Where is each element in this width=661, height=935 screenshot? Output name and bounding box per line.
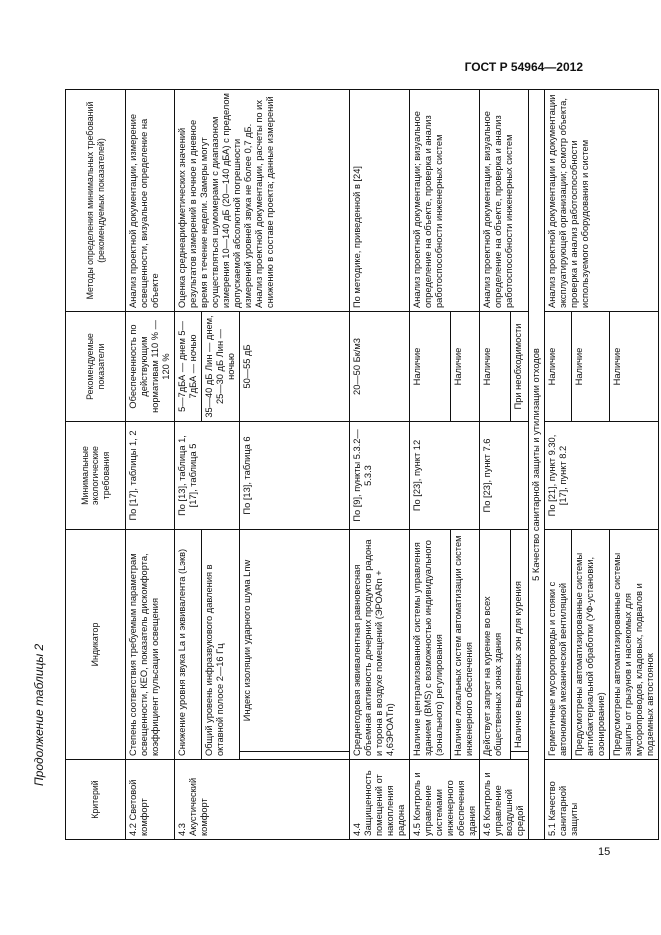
section-row (529, 90, 545, 840)
criterion-cell: 4.5 Контроль и управление системами инженерного обеспечения здания (409, 760, 480, 840)
table-row (174, 90, 201, 840)
section-heading: 5 Качество санитарной защиты и утилизации отходов (529, 90, 545, 840)
criterion-cell: 4.4 Защищенность помещений от накопления радона (349, 760, 409, 840)
indicator-cell: Общий уровень инфразвукового давления в октавной полосе 2—16 Гц (201, 530, 239, 760)
recommended-cell: Наличие (545, 312, 572, 422)
recommended-cell: Наличие (572, 312, 610, 422)
indicator-cell: Наличие централизованной системы управления зданием (BMS) с возможностью индивидуального (зонального) регулирования (409, 530, 451, 760)
recommended-cell: Наличие (610, 312, 659, 422)
indicator-cell: Индекс изоляции ударного шума Lnw (239, 530, 349, 752)
column-header-recommended: Рекомендуемые показатели (66, 312, 126, 422)
requirements-cell: По [17], таблицы 1, 2 (126, 422, 175, 530)
table-row (480, 90, 511, 840)
indent-marker (511, 752, 529, 760)
indicator-cell: Степень соответствия требуемым параметрам освещенности, КЕО, показатель дискомфорта, коэффициент пульсации освещения (126, 530, 175, 760)
indicator-cell: Предусмотрены автоматизированные системы защиты от грызунов и насекомых для мусоропроводов, кладовых, подвалов и подземных автостоянок (610, 530, 659, 760)
indicator-cell: Наличие выделенных зон для курения (511, 530, 529, 752)
method-cell: Анализ проектной документации, измерение освещенности, визуальное определение на объекте (126, 90, 175, 312)
table-caption: Продолжение таблицы 2 (32, 643, 46, 786)
recommended-cell: Наличие (480, 312, 511, 422)
indicator-cell: Герметичные мусоропроводы и стояки с автономной механической вентиляцией (545, 530, 572, 760)
indicator-cell: Предусмотрены автоматизированные системы антибактериальной обработки (УФ-установки, озонирование) (572, 530, 610, 760)
recommended-cell: 50—55 дБ (239, 312, 349, 422)
indicator-cell: Среднегодовая эквивалентная равновесная объемная активность дочерних продуктов радона и торона в воздухе помещений (ЭРОАRn + 4,6ЭРОАTn) (349, 530, 409, 760)
table-row (545, 90, 572, 840)
criterion-cell: 5.1 Качество санитарной защиты (545, 760, 659, 840)
requirements-cell: По [23], пункт 12 (409, 422, 480, 530)
document-header: ГОСТ Р 54964—2012 (464, 60, 583, 74)
method-cell: Анализ проектной документации и документации эксплуатирующей организации; осмотр объекта, проверка и анализ работоспособности используемого оборудования и систем (545, 90, 659, 312)
criterion-cell: 4.6 Контроль и управление воздушной средой (480, 760, 529, 840)
method-cell: По методике, приведенной в [24] (349, 90, 409, 312)
method-cell: Анализ проектной документации; визуальное определение на объекте, проверка и анализ работоспособности инженерных систем (409, 90, 480, 312)
recommended-cell: 35—40 дБ Лин — днем, 25—30 дБ Лин — ночью (201, 312, 239, 422)
indicator-cell: Наличие локальных систем автоматизации систем инженерного обеспечения (451, 530, 480, 760)
indent-marker (239, 752, 349, 760)
recommended-cell: 20—50 Бк/м3 (349, 312, 409, 422)
recommended-cell: Обеспеченность по действующим нормативам 110 % — 120 % (126, 312, 175, 422)
column-header-indicator: Индикатор (66, 530, 126, 760)
recommended-cell: Наличие (409, 312, 451, 422)
table-row (409, 90, 451, 840)
recommended-cell: 5—7дБА — днем 5—7дБА — ночью (174, 312, 201, 422)
requirements-cell: По [13], таблица 6 (239, 422, 349, 530)
rotated-table-area (65, 90, 656, 840)
indicator-cell: Снижение уровня звука La и эквивалента (Lэкв) (174, 530, 201, 760)
method-cell: Анализ проектной документации, визуальное определение на объекте, проверка и анализ работоспособности инженерных систем (480, 90, 529, 312)
requirements-cell: По [13], таблица 1, [17], таблица 5 (174, 422, 239, 530)
method-cell: Оценка среднеарифметических значений результатов измерений в ночное и дневное время в течение недели. Замеры могут осуществляться шумомерами с диапазоном измерения 10—140 дБ (20—140 дБА) с пределом допускаемой абсолютной погрешности измерений уровней звука не более 0,7 дБ. Анализ проектной документации, расчеты по их снижению в составе проекта; данные измерений (174, 90, 349, 312)
requirements-cell: По [9], пункты 5.3.2—5.3.3 (349, 422, 409, 530)
criteria-table (65, 89, 659, 840)
indicator-cell: Действует запрет на курение во всех общественных зонах здания (480, 530, 511, 760)
requirements-cell: По [21], пункт 9.30, [17], пункт 8.2 (545, 422, 659, 530)
page-number: 15 (598, 846, 611, 858)
recommended-cell: При необходимости (511, 312, 529, 422)
requirements-cell: По [23], пункт 7.6 (480, 422, 529, 530)
table-row (126, 90, 175, 840)
column-header-requirements: Минимальные экологические требования (66, 422, 126, 530)
table-row (349, 90, 409, 840)
criterion-cell: 4.3 Акустический комфорт (174, 760, 349, 840)
column-header-method: Методы определения минимальных требований (рекомендуемых показателей) (66, 90, 126, 312)
criterion-cell: 4.2 Световой комфорт (126, 760, 175, 840)
recommended-cell: Наличие (451, 312, 480, 422)
column-header-criterion: Критерий (66, 760, 126, 840)
